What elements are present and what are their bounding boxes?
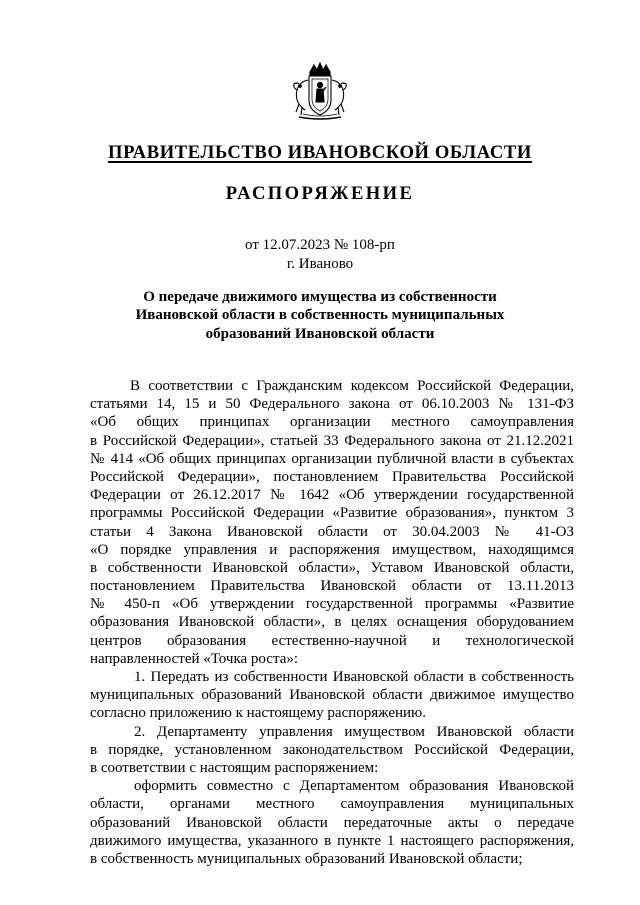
government-title: ПРАВИТЕЛЬСТВО ИВАНОВСКОЙ ОБЛАСТИ bbox=[108, 142, 532, 163]
document-city: г. Иваново bbox=[286, 256, 354, 272]
text-line: Российской Федерации», постановлением Правительства Российской bbox=[90, 468, 574, 485]
document-subject bbox=[100, 288, 540, 343]
item-2-subparagraph bbox=[90, 777, 574, 868]
text-line: области, органами местного самоуправления муниципальных bbox=[90, 796, 574, 813]
text-line: № 450-п «Об утверждении государственной программы «Развитие bbox=[90, 596, 574, 613]
text-line: согласно приложению к настоящему распоряжению. bbox=[90, 705, 427, 722]
text-line: В соответствии с Гражданским кодексом Российской Федерации, bbox=[130, 378, 574, 394]
text-line: статьи 4 Закона Ивановской области от 30.04.2003 № 41-ОЗ bbox=[90, 523, 574, 540]
subject-line: О передаче движимого имущества из собственности bbox=[143, 289, 497, 305]
document-date-number: от 12.07.2023 № 108-рп bbox=[245, 237, 395, 253]
text-line: центров образования естественно-научной и технологической bbox=[90, 632, 574, 649]
text-line: в порядке, установленном законодательством Российской Федерации, bbox=[90, 741, 574, 758]
text-line: в соответствии с настоящим распоряжением: bbox=[90, 759, 379, 776]
text-line: № 414 «Об общих принципах организации публичной власти в субъектах bbox=[90, 450, 574, 467]
text-line: «Об общих принципах организации местного самоуправления bbox=[90, 414, 574, 431]
text-line: оформить совместно с Департаментом образования Ивановской bbox=[134, 778, 574, 795]
ivanovo-coat-of-arms-icon bbox=[291, 60, 349, 122]
text-line: постановлением Правительства Ивановской области от 13.11.2013 bbox=[90, 578, 574, 595]
text-line: в собственность муниципальных образований Ивановской области; bbox=[90, 850, 523, 867]
preamble-paragraph bbox=[90, 377, 574, 668]
text-line: образований Ивановской области передаточные акты о передаче bbox=[90, 814, 574, 831]
text-line: Федерации от 26.12.2017 № 1642 «Об утверждении государственной bbox=[90, 487, 574, 504]
text-line: движимого имущества, указанного в пункте 1 настоящего распоряжения, bbox=[90, 832, 574, 849]
text-line: 2. Департаменту управления имуществом Ивановской области bbox=[134, 723, 574, 740]
text-line: «О порядке управления и распоряжения имуществом, находящимся bbox=[90, 541, 574, 558]
text-line: в Российской Федерации», статьей 33 Федерального закона от 21.12.2021 bbox=[90, 432, 574, 449]
document-body bbox=[90, 377, 574, 868]
subject-line: образований Ивановской области bbox=[205, 325, 435, 342]
text-line: муниципальных образований Ивановской области движимое имущество bbox=[90, 687, 574, 704]
text-line: программы Российской Федерации «Развитие образования», пунктом 3 bbox=[90, 505, 574, 522]
item-2-paragraph bbox=[90, 723, 574, 778]
text-line: 1. Передать из собственности Ивановской области в собственность bbox=[134, 669, 574, 685]
text-line: в собственности Ивановской области», Уставом Ивановской области, bbox=[90, 559, 574, 576]
subject-line: Ивановской области в собственность муниципальных bbox=[135, 307, 505, 324]
document-type: РАСПОРЯЖЕНИЕ bbox=[225, 183, 415, 204]
text-line: статьями 14, 15 и 50 Федерального закона от 06.10.2003 № 131-ФЗ bbox=[90, 396, 574, 413]
text-line: направленностей «Точка роста»: bbox=[90, 650, 299, 667]
item-1-paragraph bbox=[90, 668, 574, 723]
text-line: образования Ивановской области», в целях оснащения оборудованием bbox=[90, 614, 574, 631]
